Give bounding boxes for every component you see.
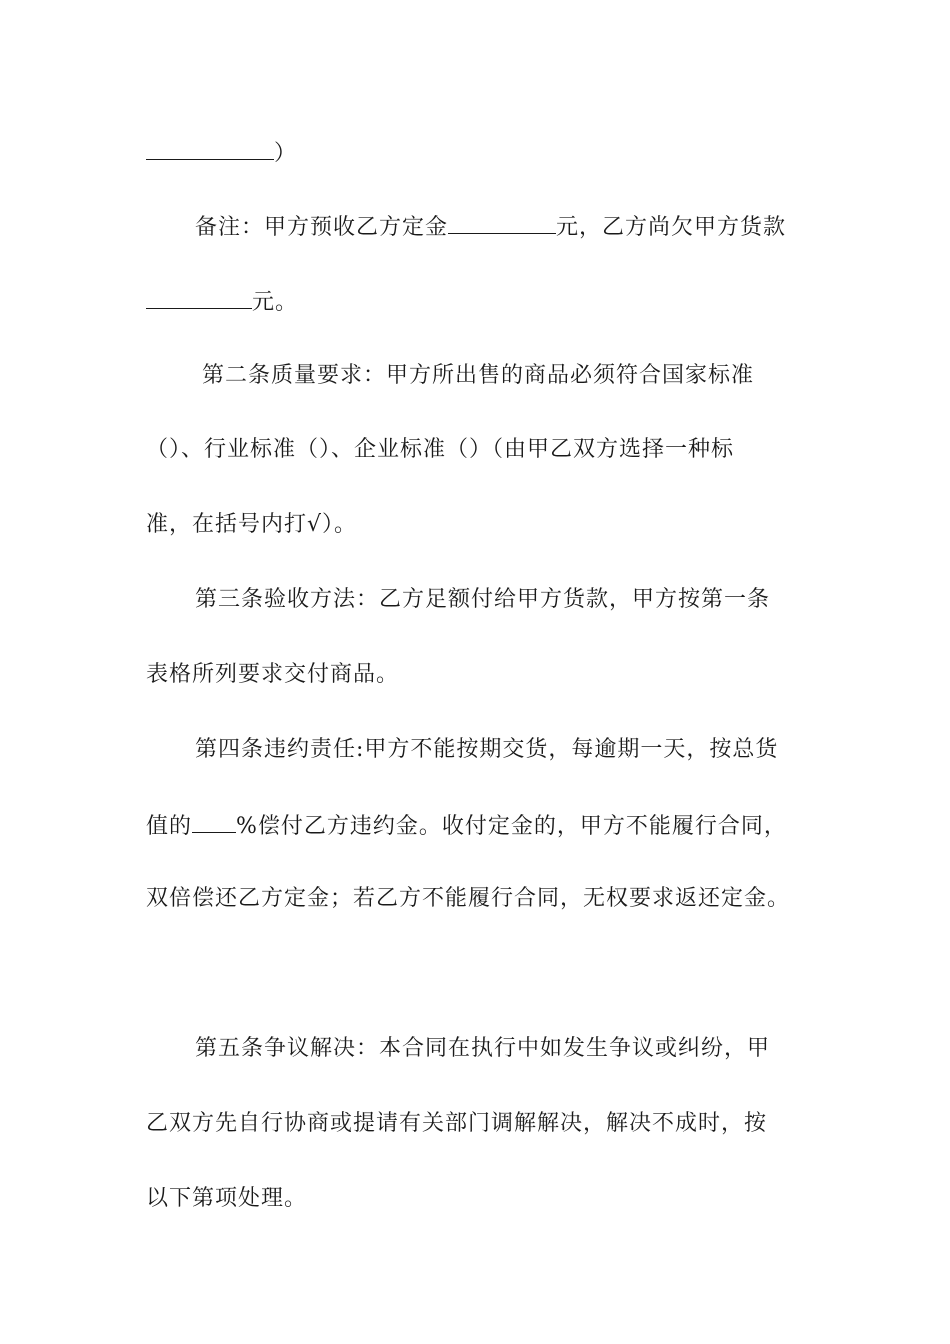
fill-in-blank: [192, 810, 236, 833]
paragraph-article-2-line-3: 准，在括号内打√）。: [146, 512, 358, 537]
paragraph-article-3-line-2: 表格所列要求交付商品。: [146, 662, 400, 687]
fill-in-blank: [146, 137, 274, 160]
text-line-blank-close: ）: [146, 137, 816, 169]
paragraph-article-5-line-3: 以下第项处理。: [146, 1186, 308, 1211]
paragraph-article-2-line-1: 第二条质量要求：甲方所出售的商品必须符合国家标准: [202, 363, 755, 388]
paragraph-article-4-line-3: 双倍偿还乙方定金；若乙方不能履行合同，无权要求返还定金。: [146, 886, 791, 911]
paragraph-article-4-line-1: 第四条违约责任:甲方不能按期交货，每逾期一天，按总货: [195, 737, 779, 762]
paragraph-article-2-line-2: （）、行业标准（）、企业标准（）（由甲乙双方选择一种标: [146, 437, 735, 462]
paragraph-article-5-line-1: 第五条争议解决：本合同在执行中如发生争议或纠纷，甲: [195, 1036, 771, 1061]
paragraph-article-5-line-2: 乙双方先自行协商或提请有关部门调解解决，解决不成时，按: [146, 1111, 768, 1136]
fill-in-blank: [146, 286, 252, 309]
text-line-note: 备注：甲方预收乙方定金 元，乙方尚欠甲方货款: [195, 211, 815, 243]
paragraph-article-4-line-2: 值的 %偿付乙方违约金。收付定金的，甲方不能履行合同，: [146, 810, 816, 842]
paragraph-article-3-line-1: 第三条验收方法：乙方足额付给甲方货款，甲方按第一条: [195, 587, 771, 612]
text-line-note-cont: 元。: [146, 286, 816, 318]
fill-in-blank: [448, 211, 556, 234]
